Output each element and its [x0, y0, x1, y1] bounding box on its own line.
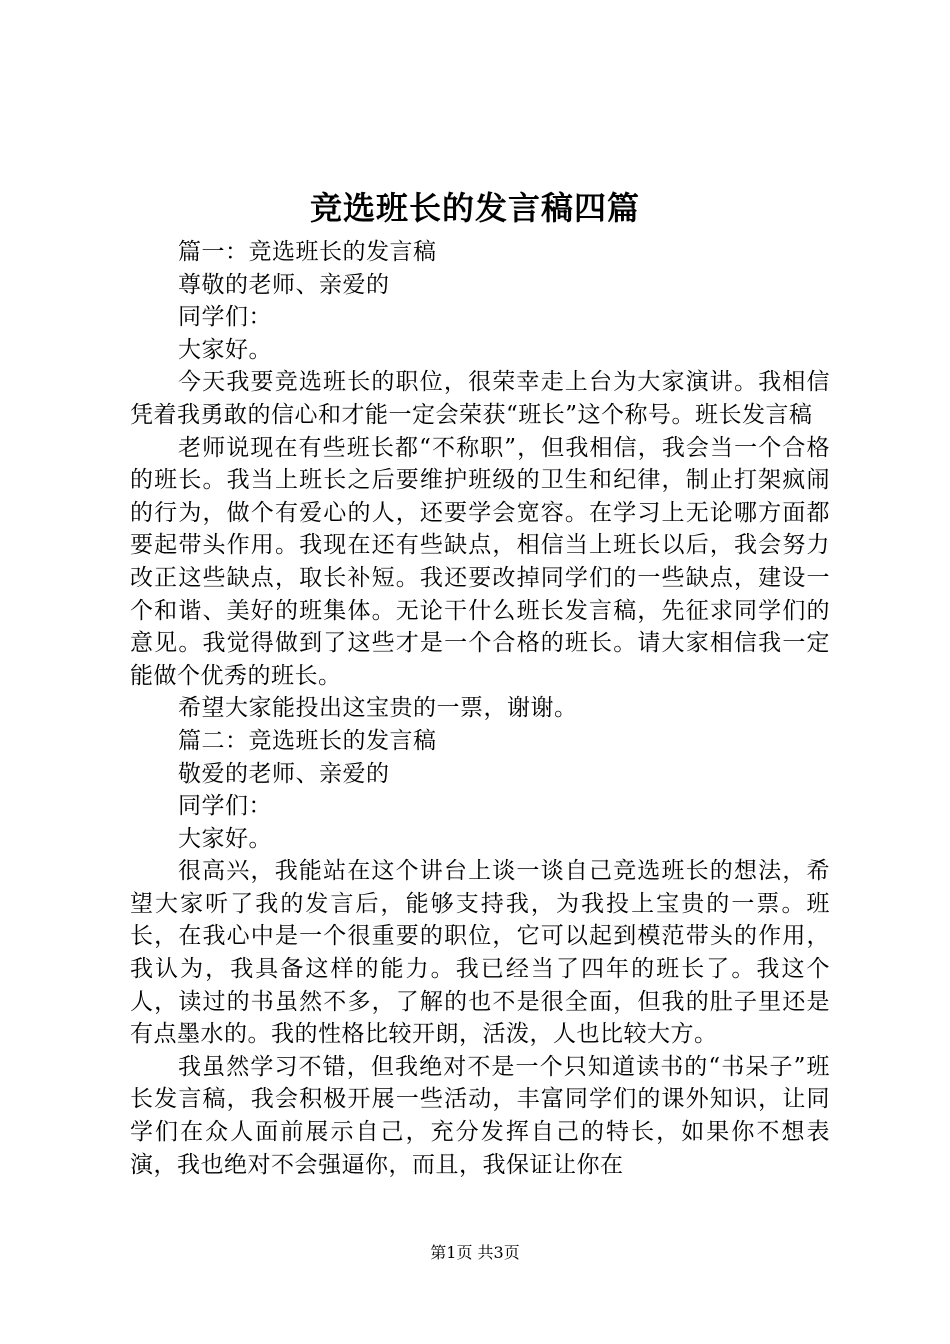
- paragraph: 篇一：竞选班长的发言稿: [178, 239, 437, 265]
- paragraph: 希望大家能投出这宝贵的一票，谢谢。: [178, 695, 578, 722]
- paragraph: 大家好。: [178, 825, 272, 852]
- paragraph: 老师说现在有些班长都“不称职”，但我相信，我会当一个合格的班长。我当上班长之后要维护班级的卫生和纪律，制止打架疯闹的行为，做个有爱心的人，还要学会宽容。在学习上无论哪方面都要起带头作用。我现在还有些缺点，相信当上班长以后，我会努力改正这些缺点，取长补短。我还要改掉同学们的一些缺点，建设一个和谐、美好的班集体。无论干什么班长发言稿，先征求同学们的意见。我觉得做到了这些才是一个合格的班长。请大家相信我一定能做个优秀的班长。: [130, 434, 830, 689]
- paragraph: 很高兴，我能站在这个讲台上谈一谈自己竞选班长的想法，希望大家听了我的发言后，能够支持我，为我投上宝贵的一票。班长，在我心中是一个很重要的职位，它可以起到模范带头的作用，我认为，我具备这样的能力。我已经当了四年的班长了。我这个人，读过的书虽然不多，了解的也不是很全面，但我的肚子里还是有点墨水的。我的性格比较开朗，活泼，人也比较大方。: [130, 858, 830, 1048]
- paragraph: 我虽然学习不错，但我绝对不是一个只知道读书的“书呆子”班长发言稿，我会积极开展一些活动，丰富同学们的课外知识，让同学们在众人面前展示自己，充分发挥自己的特长，如果你不想表演，我也绝对不会强逼你，而且，我保证让你在: [130, 1053, 830, 1178]
- paragraph: 大家好。: [178, 336, 272, 363]
- paragraph: 篇二：竞选班长的发言稿: [178, 727, 437, 754]
- paragraph: 今天我要竞选班长的职位，很荣幸走上台为大家演讲。我相信凭着我勇敢的信心和才能一定会荣获“班长”这个称号。班长发言稿: [130, 369, 830, 428]
- paragraph: 尊敬的老师、亲爱的: [178, 271, 390, 298]
- paragraph: 同学们：: [178, 793, 272, 820]
- document-body: [130, 236, 830, 1181]
- paragraph: 同学们：: [178, 304, 272, 331]
- page-footer: 第1页 共3页: [430, 1243, 520, 1262]
- paragraph: 敬爱的老师、亲爱的: [178, 760, 390, 787]
- document-title: 竞选班长的发言稿四篇: [309, 189, 640, 227]
